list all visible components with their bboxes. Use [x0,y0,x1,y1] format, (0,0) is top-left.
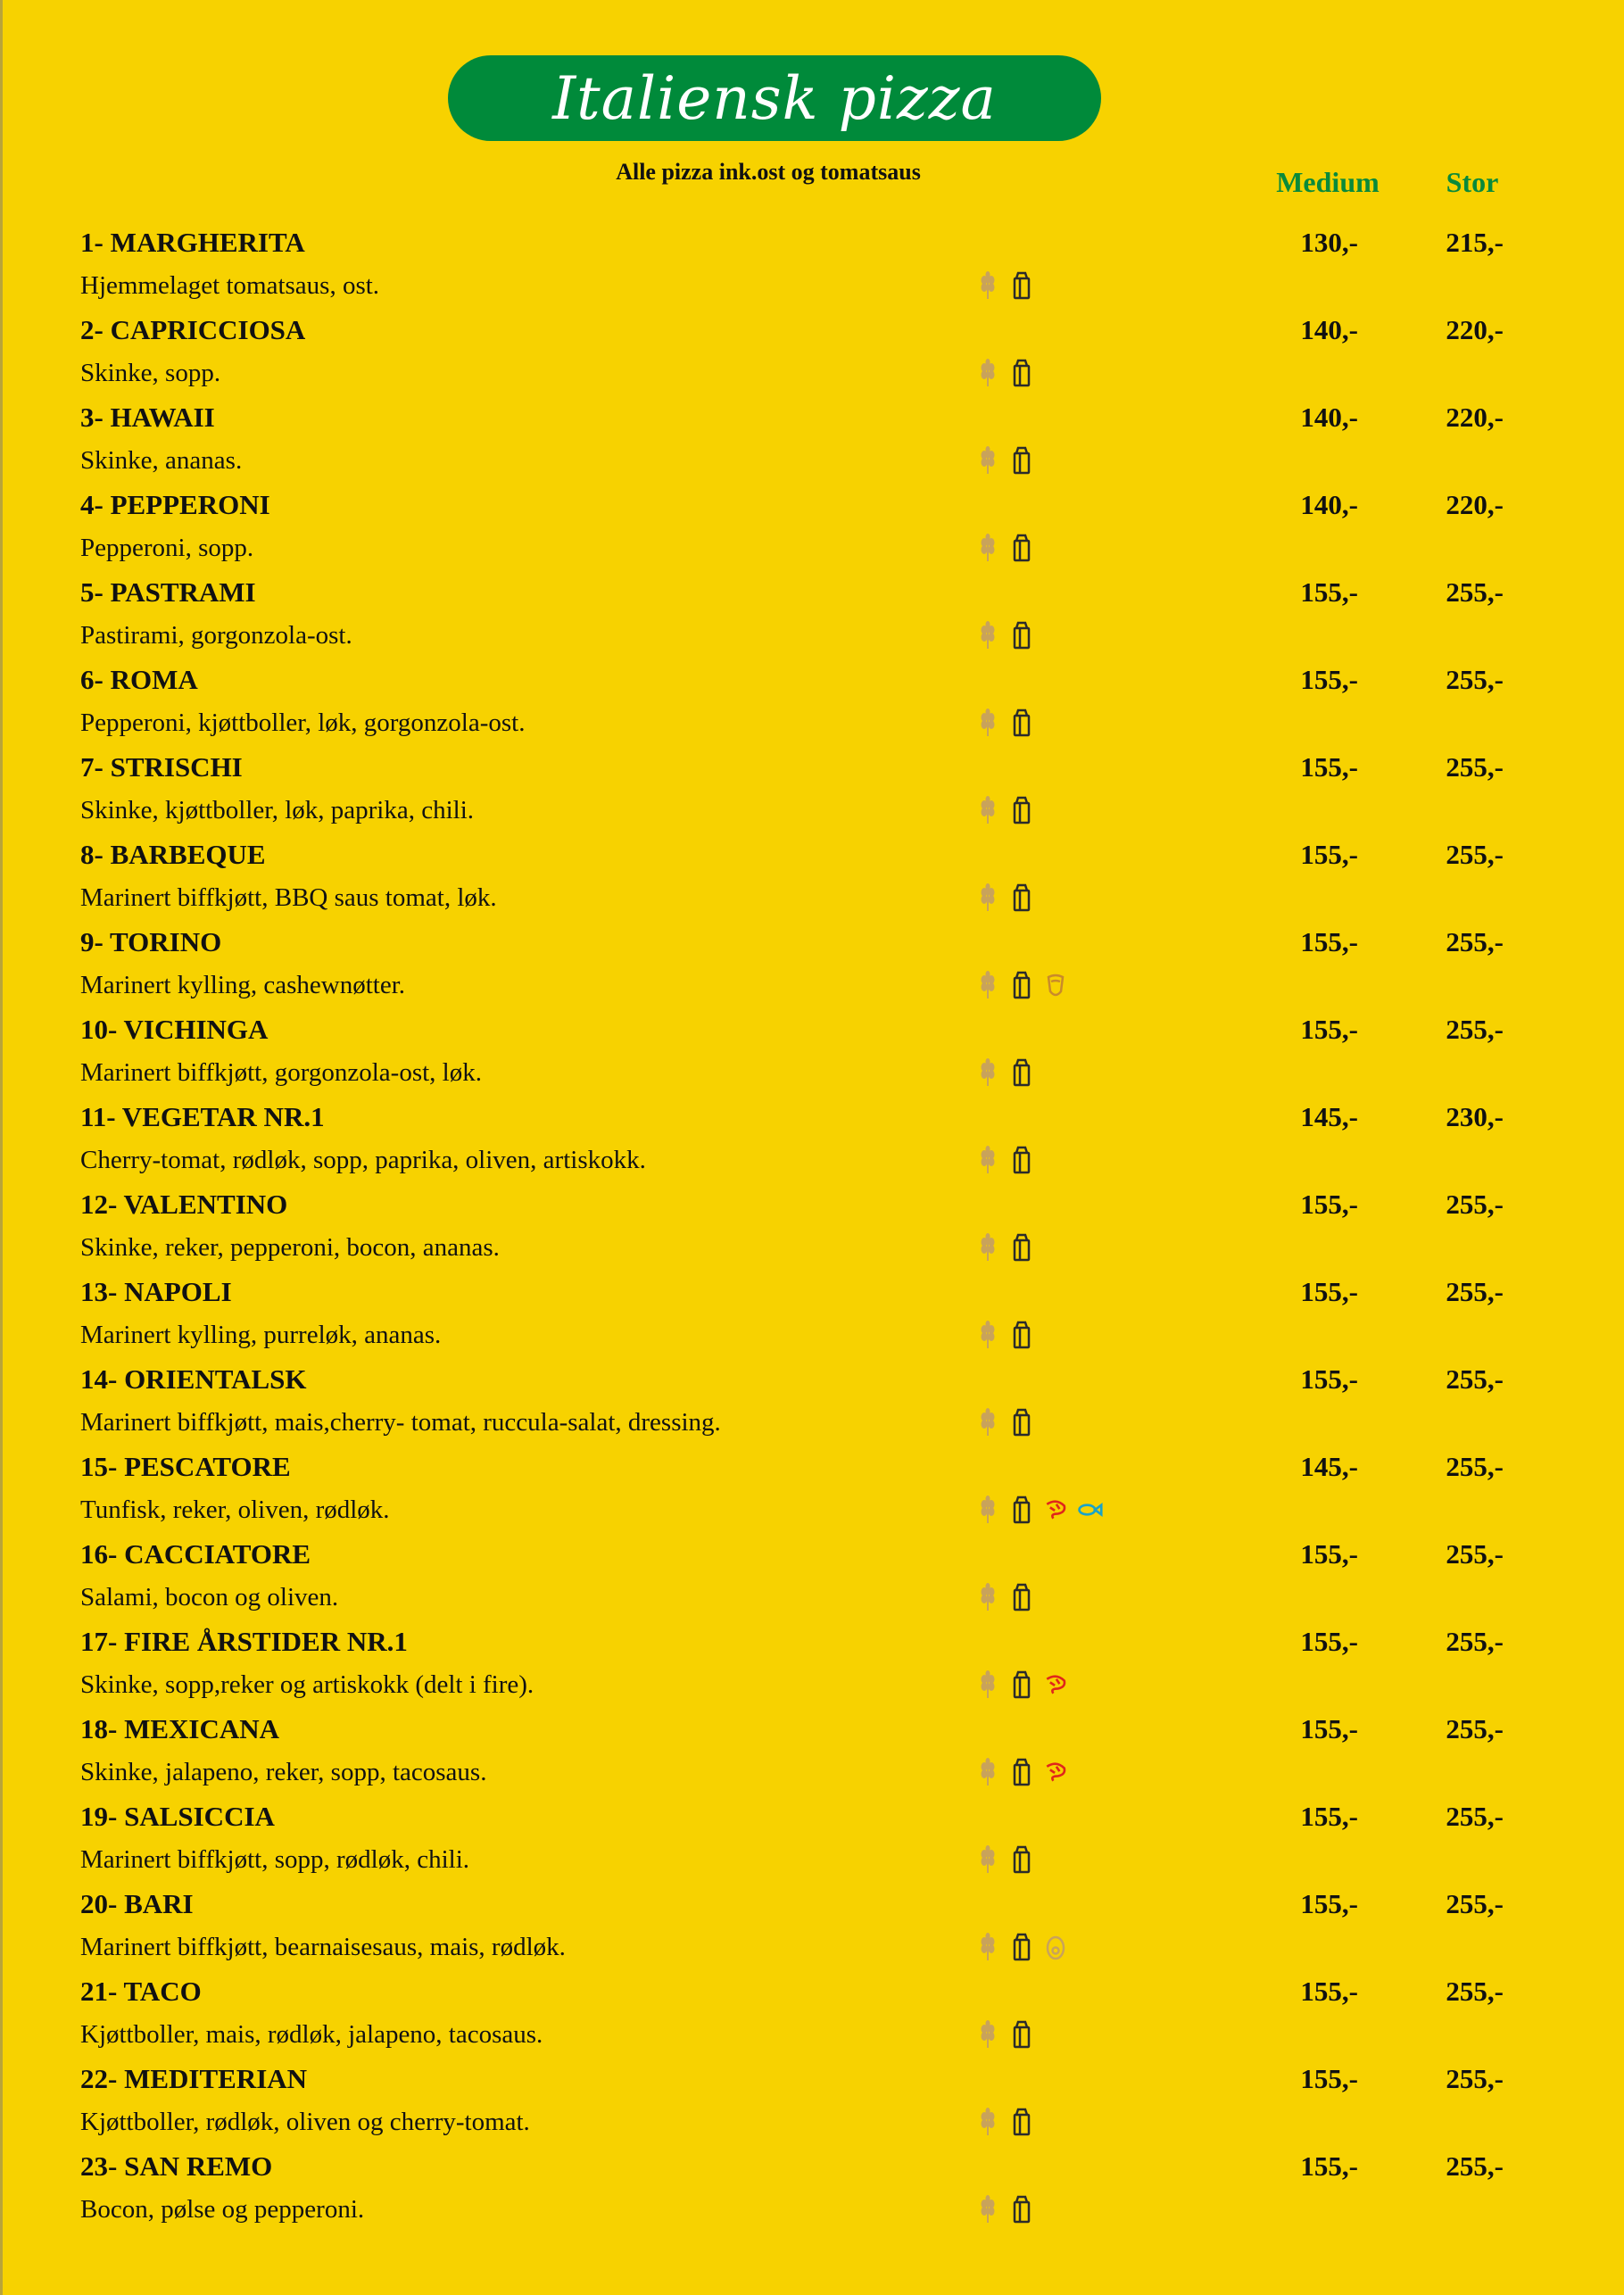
menu-item [0,1967,1624,2054]
allergen-icons [974,443,1035,478]
price-medium: 155,- [1300,1888,1358,1919]
milk-icon [1008,1407,1035,1437]
item-description: Tunfisk, reker, oliven, rødløk. [80,1495,390,1524]
price-stor: 255,- [1446,2063,1504,2094]
price-medium: 155,- [1300,1276,1358,1307]
item-description: Pastirami, gorgonzola-ost. [80,621,352,650]
item-name: 19- SALSICCIA [80,1801,275,1832]
price-stor: 255,- [1446,1626,1504,1657]
price-stor: 220,- [1446,402,1504,433]
gluten-icon [974,445,1001,476]
price-stor: 255,- [1446,2150,1504,2182]
page-title: Italiensk pizza [552,63,997,133]
price-medium: 140,- [1300,314,1358,345]
item-description: Marinert biffkjøtt, gorgonzola-ost, løk. [80,1058,482,1087]
price-stor: 255,- [1446,926,1504,957]
gluten-icon [974,358,1001,388]
gluten-icon [974,1407,1001,1437]
menu-item [0,830,1624,917]
item-description: Salami, bocon og oliven. [80,1583,339,1611]
price-stor: 255,- [1446,1976,1504,2007]
shellfish-icon [1042,1495,1069,1525]
item-description: Skinke, ananas. [80,446,243,475]
gluten-icon [974,1145,1001,1175]
milk-icon [1008,970,1035,1000]
price-medium: 155,- [1300,2063,1358,2094]
price-medium: 155,- [1300,1801,1358,1832]
price-medium: 155,- [1300,1014,1358,1045]
milk-icon [1008,2194,1035,2225]
gluten-icon [974,2194,1001,2225]
price-medium: 155,- [1300,751,1358,783]
menu-item [0,2142,1624,2229]
price-stor: 220,- [1446,314,1504,345]
item-description: Marinert biffkjøtt, mais,cherry- tomat, ruccula-salat, dressing. [80,1408,721,1437]
item-description: Hjemmelaget tomatsaus, ost. [80,271,380,300]
price-medium: 155,- [1300,1189,1358,1220]
allergen-icons [974,705,1035,741]
milk-icon [1008,1057,1035,1088]
item-name: 18- MEXICANA [80,1713,280,1744]
gluten-icon [974,533,1001,563]
menu-item [0,480,1624,568]
allergen-icons [974,2104,1035,2140]
item-description: Marinert kylling, cashewnøtter. [80,971,406,999]
item-name: 1- MARGHERITA [80,227,305,258]
item-description: Kjøttboller, mais, rødløk, jalapeno, tacosaus. [80,2020,543,2049]
price-medium: 155,- [1300,1713,1358,1744]
price-medium: 140,- [1300,489,1358,520]
item-description: Skinke, jalapeno, reker, sopp, tacosaus. [80,1758,487,1786]
item-name: 2- CAPRICCIOSA [80,314,306,345]
milk-icon [1008,270,1035,301]
item-name: 15- PESCATORE [80,1451,291,1482]
price-stor: 215,- [1446,227,1504,258]
allergen-icons [974,355,1035,391]
price-stor: 255,- [1446,664,1504,695]
gluten-icon [974,1495,1001,1525]
price-stor: 255,- [1446,1189,1504,1220]
item-description: Skinke, kjøttboller, løk, paprika, chili. [80,796,475,824]
allergen-icons [974,967,1069,1003]
milk-icon [1008,1757,1035,1787]
gluten-icon [974,882,1001,913]
milk-icon [1008,533,1035,563]
allergen-icons [974,2191,1035,2227]
item-name: 12- VALENTINO [80,1189,288,1220]
menu-item [0,1879,1624,1967]
allergen-icons [974,1579,1035,1615]
item-description: Skinke, sopp. [80,359,221,387]
milk-icon [1008,708,1035,738]
allergen-icons [974,1754,1069,1790]
menu-item [0,393,1624,480]
allergen-icons [974,1842,1035,1877]
price-medium: 155,- [1300,576,1358,608]
menu-item [0,305,1624,393]
gluten-icon [974,708,1001,738]
item-description: Pepperoni, sopp. [80,534,254,562]
milk-icon [1008,620,1035,650]
price-stor: 255,- [1446,1451,1504,1482]
milk-icon [1008,1932,1035,1962]
price-medium: 140,- [1300,402,1358,433]
price-stor: 255,- [1446,1014,1504,1045]
menu-item [0,1092,1624,1180]
gluten-icon [974,1932,1001,1962]
menu-item [0,1704,1624,1792]
item-name: 6- ROMA [80,664,198,695]
item-name: 8- BARBEQUE [80,839,266,870]
milk-icon [1008,882,1035,913]
price-stor: 255,- [1446,1276,1504,1307]
allergen-icons [974,1317,1035,1353]
allergen-icons [974,880,1035,916]
page-subtitle: Alle pizza ink.ost og tomatsaus [616,159,921,185]
shellfish-icon [1042,1757,1069,1787]
price-stor: 220,- [1446,489,1504,520]
allergen-icons [974,1055,1035,1090]
milk-icon [1008,1844,1035,1875]
allergen-icons [974,2017,1035,2052]
allergen-icons [974,530,1035,566]
item-name: 10- VICHINGA [80,1014,269,1045]
gluten-icon [974,1057,1001,1088]
pizza-menu-list [0,218,1624,2229]
item-name: 21- TACO [80,1976,202,2007]
item-description: Marinert kylling, purreløk, ananas. [80,1321,442,1349]
price-stor: 255,- [1446,1713,1504,1744]
menu-item [0,1267,1624,1355]
price-medium: 155,- [1300,1538,1358,1570]
menu-item [0,742,1624,830]
item-name: 11- VEGETAR NR.1 [80,1101,325,1132]
milk-icon [1008,1495,1035,1525]
item-description: Skinke, reker, pepperoni, bocon, ananas. [80,1233,500,1262]
allergen-icons [974,1142,1035,1178]
milk-icon [1008,2107,1035,2137]
menu-item [0,655,1624,742]
item-name: 5- PASTRAMI [80,576,256,608]
price-medium: 155,- [1300,1626,1358,1657]
menu-item [0,218,1624,305]
milk-icon [1008,2019,1035,2050]
gluten-icon [974,1582,1001,1612]
allergen-icons [974,268,1035,303]
price-medium: 155,- [1300,839,1358,870]
gluten-icon [974,2019,1001,2050]
column-heading-stor: Stor [1446,166,1499,198]
allergen-icons [974,1230,1035,1265]
price-stor: 230,- [1446,1101,1504,1132]
gluten-icon [974,795,1001,825]
price-medium: 130,- [1300,227,1358,258]
menu-item [0,1529,1624,1617]
item-description: Skinke, sopp,reker og artiskokk (delt i fire). [80,1670,534,1699]
item-name: 3- HAWAII [80,402,215,433]
price-medium: 145,- [1300,1451,1358,1482]
price-medium: 145,- [1300,1101,1358,1132]
gluten-icon [974,2107,1001,2137]
allergen-icons [974,1492,1103,1528]
price-medium: 155,- [1300,1976,1358,2007]
allergen-icons [974,792,1035,828]
item-name: 22- MEDITERIAN [80,2063,308,2094]
gluten-icon [974,270,1001,301]
price-stor: 255,- [1446,839,1504,870]
item-description: Marinert biffkjøtt, BBQ saus tomat, løk. [80,883,497,912]
menu-item [0,2054,1624,2142]
price-medium: 155,- [1300,664,1358,695]
milk-icon [1008,1232,1035,1263]
item-name: 9- TORINO [80,926,222,957]
milk-icon [1008,1145,1035,1175]
item-description: Marinert biffkjøtt, sopp, rødløk, chili. [80,1845,470,1874]
item-description: Kjøttboller, rødløk, oliven og cherry-tomat. [80,2108,530,2136]
price-medium: 155,- [1300,2150,1358,2182]
item-description: Cherry-tomat, rødløk, sopp, paprika, oliven, artiskokk. [80,1146,646,1174]
allergen-icons [974,617,1035,653]
gluten-icon [974,1232,1001,1263]
item-name: 7- STRISCHI [80,751,243,783]
allergen-icons [974,1929,1069,1965]
price-stor: 255,- [1446,1538,1504,1570]
menu-item [0,1792,1624,1879]
item-name: 23- SAN REMO [80,2150,273,2182]
item-description: Marinert biffkjøtt, bearnaisesaus, mais, rødløk. [80,1933,566,1961]
milk-icon [1008,1582,1035,1612]
item-description: Pepperoni, kjøttboller, løk, gorgonzola-ost. [80,708,526,737]
item-description: Bocon, pølse og pepperoni. [80,2195,365,2224]
egg-icon [1042,1932,1069,1962]
milk-icon [1008,795,1035,825]
milk-icon [1008,358,1035,388]
item-name: 20- BARI [80,1888,194,1919]
menu-item [0,1355,1624,1442]
price-stor: 255,- [1446,1363,1504,1395]
price-stor: 255,- [1446,1801,1504,1832]
item-name: 13- NAPOLI [80,1276,232,1307]
menu-item [0,1442,1624,1529]
price-stor: 255,- [1446,751,1504,783]
price-medium: 155,- [1300,1363,1358,1395]
price-stor: 255,- [1446,1888,1504,1919]
milk-icon [1008,1320,1035,1350]
price-medium: 155,- [1300,926,1358,957]
item-name: 16- CACCIATORE [80,1538,311,1570]
item-name: 4- PEPPERONI [80,489,270,520]
item-name: 14- ORIENTALSK [80,1363,307,1395]
menu-item [0,917,1624,1005]
nut-icon [1042,970,1069,1000]
milk-icon [1008,445,1035,476]
gluten-icon [974,970,1001,1000]
column-heading-medium: Medium [1276,166,1380,198]
fish-icon [1076,1495,1103,1525]
title-banner [448,55,1101,141]
menu-item [0,1180,1624,1267]
gluten-icon [974,1669,1001,1700]
gluten-icon [974,1757,1001,1787]
allergen-icons [974,1404,1035,1440]
allergen-icons [974,1667,1069,1703]
menu-item [0,1005,1624,1092]
shellfish-icon [1042,1669,1069,1700]
gluten-icon [974,1844,1001,1875]
price-stor: 255,- [1446,576,1504,608]
gluten-icon [974,620,1001,650]
milk-icon [1008,1669,1035,1700]
item-name: 17- FIRE ÅRSTIDER NR.1 [80,1626,408,1657]
menu-item [0,1617,1624,1704]
menu-item [0,568,1624,655]
gluten-icon [974,1320,1001,1350]
